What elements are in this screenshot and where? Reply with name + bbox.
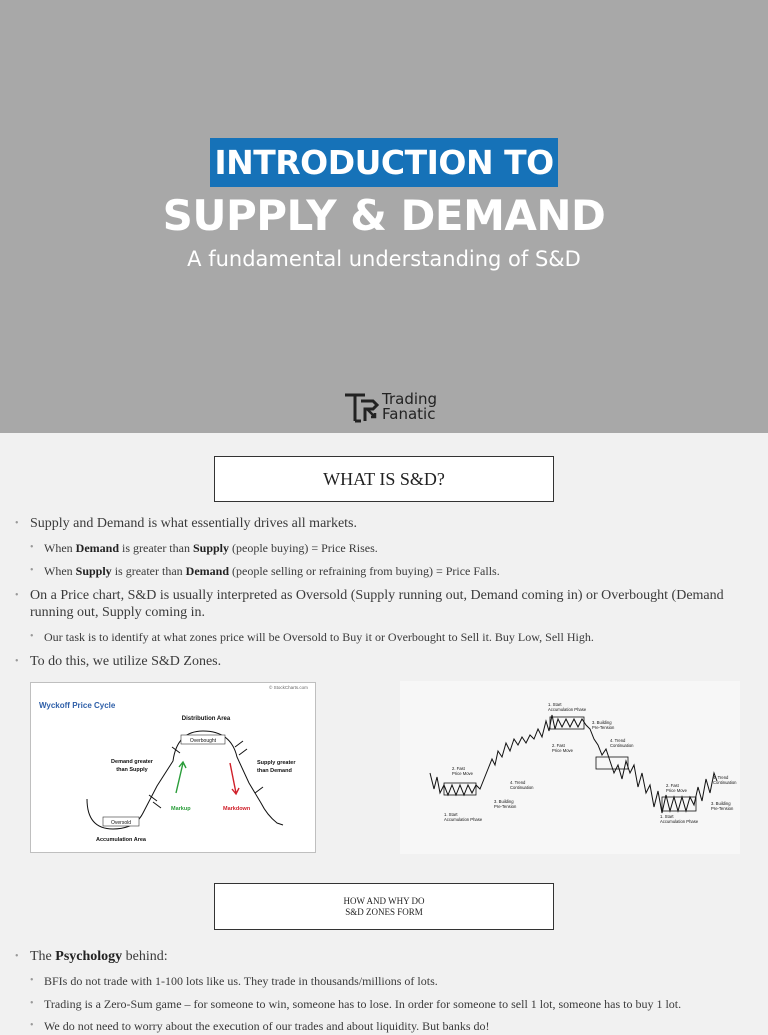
demand-label-1: Demand greater bbox=[111, 759, 153, 765]
bullet-zero-sum: • Trading is a Zero-Sum game – for someone to win, someone has to lose. In order for someone to sell 1 lot, someone has to buy 1 lot. bbox=[30, 997, 682, 1011]
svg-text:Pre-Tension: Pre-Tension bbox=[592, 725, 615, 730]
price-path-line bbox=[430, 715, 717, 813]
section-heading-what-is-sd: WHAT IS S&D? bbox=[214, 456, 554, 502]
bullet-price-chart: • On a Price chart, S&D is usually interpreted as Oversold (Supply running out, Demand coming in) or Overbought (Demand running out, Supply coming in. bbox=[15, 588, 724, 620]
svg-text:Accumulation Phase: Accumulation Phase bbox=[444, 817, 483, 822]
markdown-arrow-icon bbox=[230, 763, 239, 794]
svg-text:1. Start: 1. Start bbox=[548, 702, 562, 707]
accumulation-label: Accumulation Area bbox=[96, 837, 146, 843]
svg-text:Price Move: Price Move bbox=[452, 771, 473, 776]
svg-text:2. Fast: 2. Fast bbox=[552, 743, 565, 748]
bullet-icon: • bbox=[15, 590, 19, 601]
bullet-our-task: • Our task is to identify at what zones price will be Oversold to Buy it or Overbought to Sell it. Buy Low, Sell High. bbox=[30, 630, 594, 644]
svg-text:Continuation: Continuation bbox=[610, 743, 634, 748]
main-title: SUPPLY & DEMAND bbox=[162, 191, 606, 240]
svg-text:Accumulation Phase: Accumulation Phase bbox=[548, 707, 587, 712]
title-banner bbox=[0, 0, 768, 433]
bullet-icon: • bbox=[30, 975, 34, 986]
svg-text:4. Trend: 4. Trend bbox=[713, 775, 729, 780]
svg-text:2. Fast: 2. Fast bbox=[452, 766, 465, 771]
svg-text:Price Move: Price Move bbox=[666, 788, 687, 793]
svg-text:Price Move: Price Move bbox=[552, 748, 573, 753]
svg-text:3. Building: 3. Building bbox=[711, 801, 731, 806]
bullet-icon: • bbox=[15, 518, 19, 529]
svg-text:Continuation: Continuation bbox=[713, 780, 737, 785]
bullet-demand-greater: • When Demand is greater than Supply (people buying) = Price Rises. bbox=[30, 541, 378, 555]
brand-name: Trading Fanatic bbox=[382, 390, 438, 423]
cycle-curve bbox=[87, 731, 283, 829]
bullet-utilize-zones: • To do this, we utilize S&D Zones. bbox=[15, 654, 222, 669]
svg-text:2. Fast: 2. Fast bbox=[666, 783, 679, 788]
svg-text:Continuation: Continuation bbox=[510, 785, 534, 790]
cycle-tick bbox=[149, 795, 161, 808]
bullet-icon: • bbox=[15, 951, 19, 962]
svg-text:Pre-Tension: Pre-Tension bbox=[494, 804, 517, 809]
distribution-label: Distribution Area bbox=[181, 716, 231, 722]
wyckoff-price-cycle-figure bbox=[30, 682, 316, 853]
bullet-icon: • bbox=[30, 565, 34, 576]
bullet-drives-markets: • Supply and Demand is what essentially drives all markets. bbox=[15, 516, 357, 531]
bullet-icon: • bbox=[30, 1020, 34, 1031]
svg-text:Accumulation Phase: Accumulation Phase bbox=[660, 819, 699, 824]
bullet-icon: • bbox=[30, 542, 34, 553]
supply-label-1: Supply greater bbox=[257, 760, 296, 766]
subtitle: A fundamental understanding of S&D bbox=[187, 247, 581, 271]
markup-arrow-icon bbox=[176, 762, 186, 793]
bullet-bfis-lots: • BFIs do not trade with 1-100 lots like us. They trade in thousands/millions of lots. bbox=[30, 974, 438, 988]
svg-text:1. Start: 1. Start bbox=[660, 814, 674, 819]
bullet-supply-greater: • When Supply is greater than Demand (people selling or refraining from buying) = Price Falls. bbox=[30, 564, 500, 578]
oversold-label: Oversold bbox=[110, 820, 132, 826]
bullet-icon: • bbox=[15, 656, 19, 667]
price-phases-figure bbox=[400, 681, 740, 854]
svg-text:3. Building: 3. Building bbox=[494, 799, 514, 804]
markup-label: Markup bbox=[171, 806, 191, 812]
trading-fanatic-logo-icon bbox=[343, 391, 379, 423]
markdown-label: Markdown bbox=[223, 806, 251, 812]
supply-label-2: than Demand bbox=[257, 768, 292, 774]
bullet-psychology: • The Psychology behind: bbox=[15, 949, 168, 964]
section-heading-how-why: HOW AND WHY DO S&D ZONES FORM bbox=[214, 883, 554, 930]
figure-credit: © StockCharts.com bbox=[269, 685, 308, 690]
svg-text:Pre-Tension: Pre-Tension bbox=[711, 806, 734, 811]
svg-text:3. Building: 3. Building bbox=[592, 720, 612, 725]
overbought-label: Overbought bbox=[189, 738, 217, 744]
intro-tag: INTRODUCTION TO bbox=[210, 138, 558, 187]
figure-title: Wyckoff Price Cycle bbox=[39, 701, 116, 710]
svg-text:4. Trend: 4. Trend bbox=[510, 780, 526, 785]
svg-text:4. Trend: 4. Trend bbox=[610, 738, 626, 743]
bullet-icon: • bbox=[30, 631, 34, 642]
demand-label-2: than Supply bbox=[116, 767, 148, 773]
brand-logo bbox=[343, 391, 437, 423]
bullet-liquidity: • We do not need to worry about the execution of our trades and about liquidity. But banks do! bbox=[30, 1019, 490, 1033]
bullet-icon: • bbox=[30, 998, 34, 1009]
svg-text:1. Start: 1. Start bbox=[444, 812, 458, 817]
